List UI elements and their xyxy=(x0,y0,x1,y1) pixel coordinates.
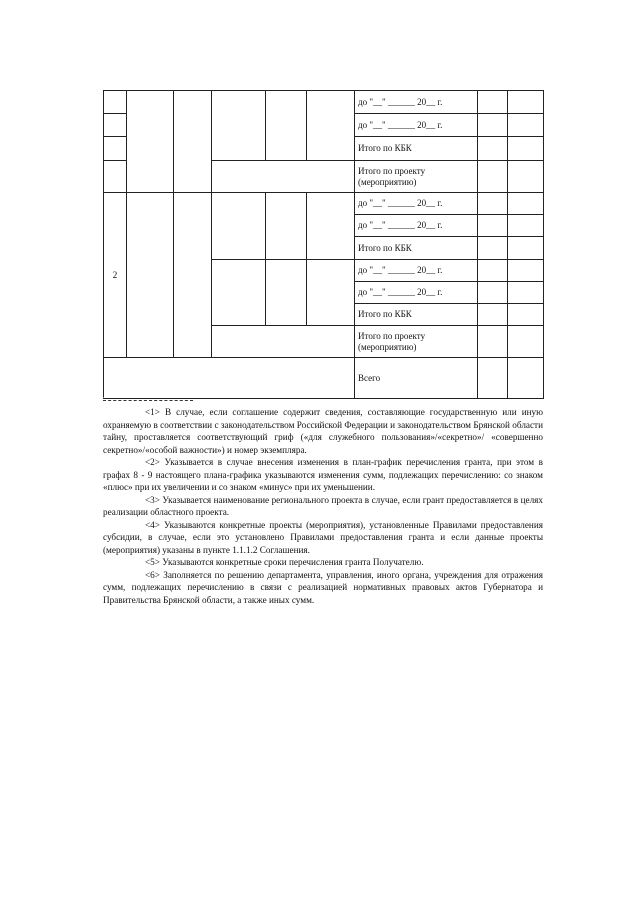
cell-b xyxy=(266,193,307,260)
cell-b xyxy=(174,193,212,358)
amount-cell xyxy=(478,260,508,282)
cell-b xyxy=(212,326,355,358)
amount-cell xyxy=(508,114,544,137)
amount-cell xyxy=(478,193,508,215)
cell-a xyxy=(174,91,212,193)
footnote-separator-text: -------------------------------- xyxy=(103,393,178,401)
cell-b xyxy=(307,193,355,260)
cell-b xyxy=(307,260,355,326)
footnote-1: <1> В случае, если соглашение содержит сведения, составляющие государственную или иную охраняемую в соответствии с законодательством Российской Федерации и законодательством Брянской области тайну, проставляется соответствующий гриф («для служебного пользования»/«секретно»/ «совершенно секретно»/«особой важности») и номер экземпляра. xyxy=(103,407,543,455)
amount-cell xyxy=(478,326,508,358)
amount-cell xyxy=(508,161,544,193)
footnote-3: <3> Указывается наименование регионального проекта в случае, если грант предоставляется в целях реализации областного проекта. xyxy=(103,494,543,517)
cell-a xyxy=(266,91,307,161)
kbk-total-label: Итого по КБК xyxy=(355,304,478,326)
cell-num-a xyxy=(104,137,127,161)
cell-a xyxy=(212,91,266,161)
amount-cell xyxy=(478,237,508,260)
footnote-2: <2> Указывается в случае внесения изменения в план-график перечисления гранта, при этом в графах 8 - 9 настоящего плана-графика указываются изменения сумм, подлежащих перечислению: со знаком «плюс» при их увеличении и со знаком «минус» при их уменьшении. xyxy=(103,457,543,492)
footnote-4: <4> Указываются конкретные проекты (мероприятия), установленные Правилами предоставления субсидии, в случае, если это установлено Правилами предоставления гранта и если данные проекты (мероприятия) указаны в пункте 1.1.1.2 Соглашения. xyxy=(103,519,543,555)
amount-cell xyxy=(478,358,508,399)
footnote-5: <5> Указываются конкретные сроки перечисления гранта Получателю. xyxy=(145,557,424,567)
amount-cell xyxy=(508,304,544,326)
cell-b xyxy=(212,193,266,260)
amount-cell xyxy=(508,137,544,161)
amount-cell xyxy=(478,282,508,304)
kbk-total-label: Итого по КБК xyxy=(355,137,478,161)
footnote-6: <6> Заполняется по решению департамента, управления, иного органа, учреждения для отражения сумм, подлежащих перечислению в связи с реализацией нормативных правовых актов Губернатора и Правительства Брянской области, а также иных сумм. xyxy=(103,569,543,605)
plan-schedule-table xyxy=(103,90,544,399)
amount-cell xyxy=(478,114,508,137)
kbk-total-label: Итого по КБК xyxy=(355,237,478,260)
date-cell: до "__" ______ 20__ г. xyxy=(355,193,478,215)
cell-b xyxy=(127,193,174,358)
amount-cell xyxy=(508,326,544,358)
amount-cell xyxy=(508,91,544,114)
project-total-label: Итого по проекту (мероприятию) xyxy=(355,161,478,193)
date-cell: до "__" ______ 20__ г. xyxy=(355,215,478,237)
amount-cell xyxy=(478,215,508,237)
cell-num-a xyxy=(104,91,127,114)
amount-cell xyxy=(478,137,508,161)
amount-cell xyxy=(508,215,544,237)
cell-a xyxy=(127,91,174,193)
row-number: 2 xyxy=(104,193,127,358)
grand-total-label: Всего xyxy=(355,358,478,399)
amount-cell xyxy=(478,161,508,193)
project-total-label: Итого по проекту (мероприятию) xyxy=(355,326,478,358)
date-cell: до "__" ______ 20__ г. xyxy=(355,282,478,304)
cell-num-a xyxy=(104,161,127,193)
amount-cell xyxy=(508,193,544,215)
cell-a xyxy=(307,91,355,161)
amount-cell xyxy=(508,260,544,282)
amount-cell xyxy=(478,304,508,326)
amount-cell xyxy=(508,237,544,260)
cell-a xyxy=(212,161,355,193)
amount-cell xyxy=(508,282,544,304)
cell-b xyxy=(266,260,307,326)
footnotes xyxy=(103,406,543,606)
date-cell: до "__" ______ 20__ г. xyxy=(355,91,478,114)
date-cell: до "__" ______ 20__ г. xyxy=(355,260,478,282)
amount-cell xyxy=(478,91,508,114)
cell-num-a xyxy=(104,114,127,137)
amount-cell xyxy=(508,358,544,399)
cell-b xyxy=(212,260,266,326)
date-cell: до "__" ______ 20__ г. xyxy=(355,114,478,137)
